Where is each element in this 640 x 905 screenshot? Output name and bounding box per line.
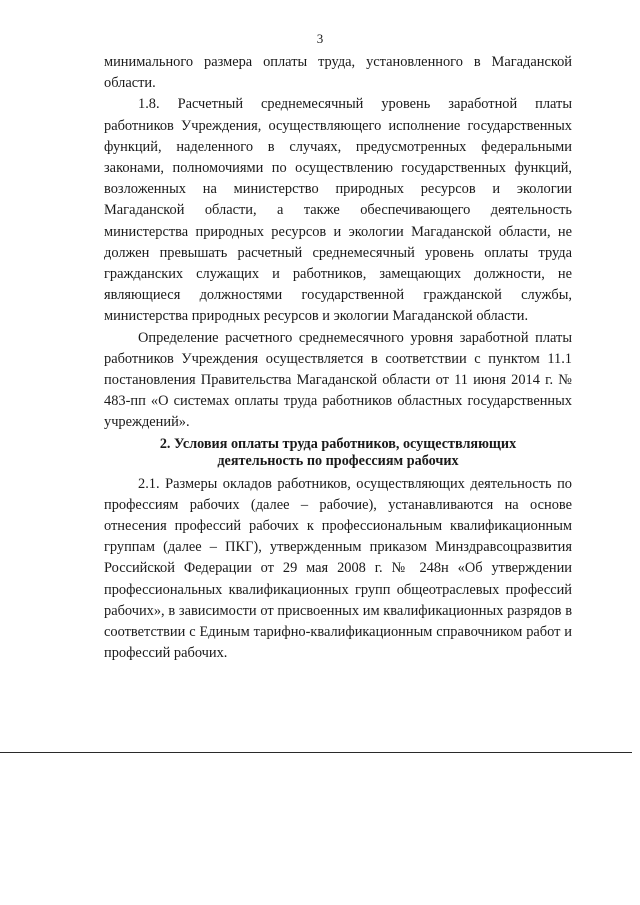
paragraph-continuation: минимального размера оплаты труда, установленного в Магаданской области. <box>104 54 572 92</box>
footer-divider <box>0 752 632 753</box>
section-2-heading <box>104 436 572 470</box>
paragraph-2-1: 2.1. Размеры окладов работников, осуществляющих деятельность по профессиям рабочих (далее – рабочие), устанавливаются на основе отнесения профессий рабочих к профессиональным квалификационным группам (далее – ПКГ), утвержденным приказом Минздравсоцразвития Российской Федерации от 29 мая 2008 г. № 248н «Об утверждении профессиональных квалификационных групп общеотраслевых профессий рабочих», в зависимости от присвоенных им квалификационных разрядов в соответствии с Единым тарифно-квалификационным справочником работ и профессий рабочих. <box>104 475 572 662</box>
section-2-heading-line1: 2. Условия оплаты труда работников, осуществляющих <box>159 435 517 452</box>
paragraph-salary-determination: Определение расчетного среднемесячного уровня заработной платы работников Учреждения осуществляется в соответствии с пунктом 11.1 постановления Правительства Магаданской области от 11 июня 2014 г. № 483-пп «О системах оплаты труда работников областных государственных учреждений». <box>104 329 572 431</box>
section-2-heading-line2: деятельность по профессиям рабочих <box>217 452 459 469</box>
document-body <box>104 52 572 664</box>
paragraph-1-8: 1.8. Расчетный среднемесячный уровень заработной платы работников Учреждения, осуществляющего исполнение государственных функций, наделенного в случаях, предусмотренных федеральными законами, полномочиями по осуществлению государственных функций, возложенных на министерство природных ресурсов и экологии Магаданской области, а также обеспечивающего деятельность министерства природных ресурсов и экологии Магаданской области, не должен превышать расчетный среднемесячный уровень оплаты труда гражданских служащих и работников, замещающих должности, не являющиеся должностями государственной гражданской службы, министерства природных ресурсов и экологии Магаданской области. <box>104 96 572 325</box>
page-number: 3 <box>316 31 324 46</box>
